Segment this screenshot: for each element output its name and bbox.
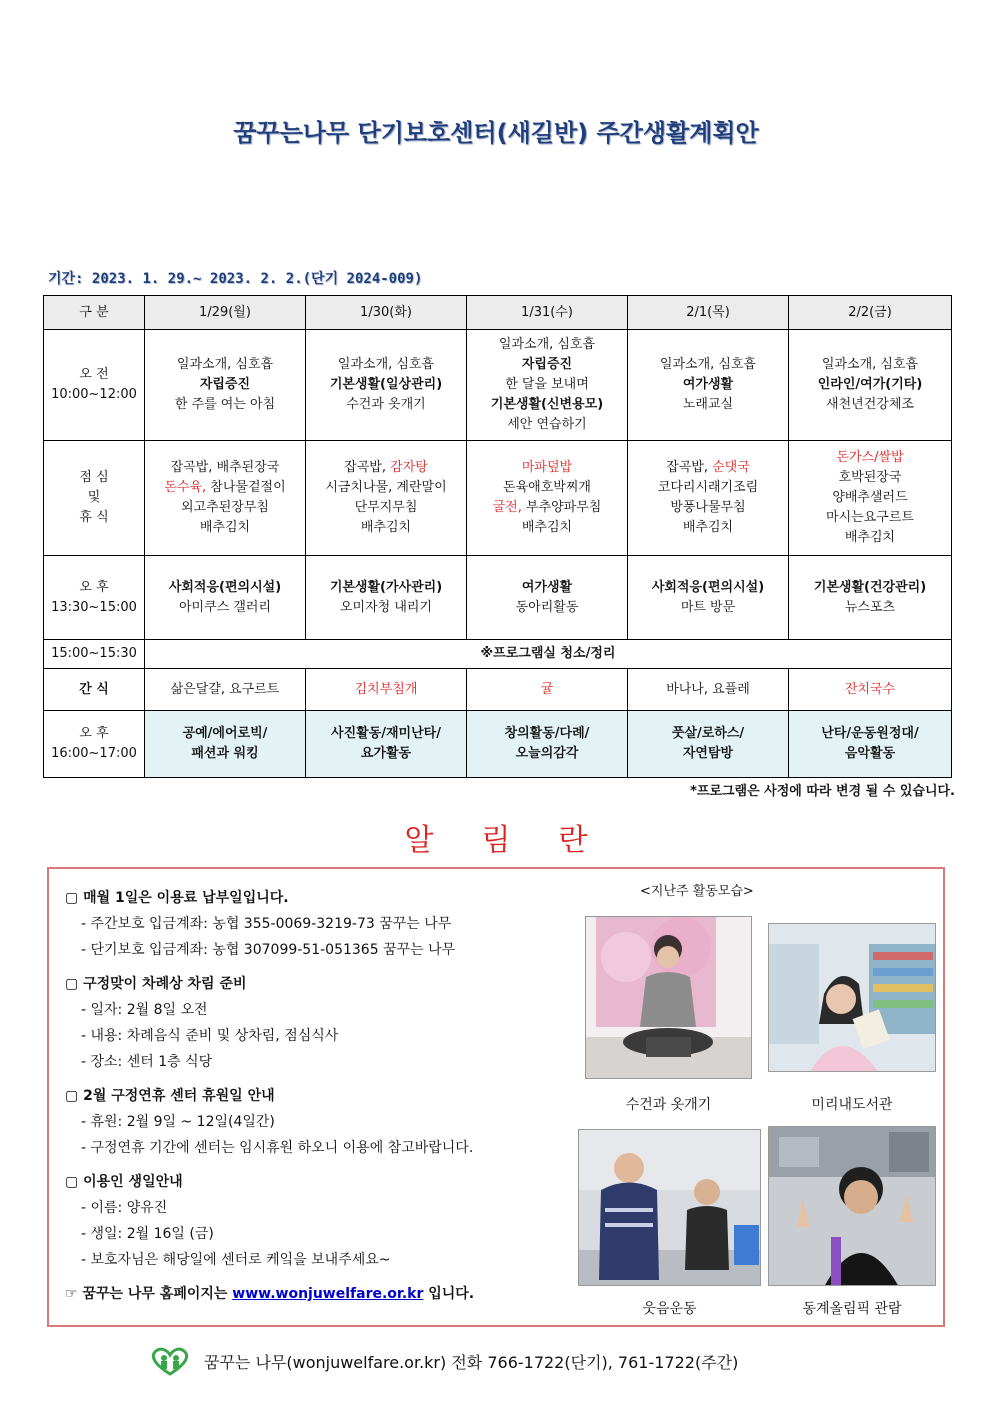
notice-section-title: ▢ 매월 1일은 이용료 납부일입니다. (65, 890, 289, 906)
notice-heading: 알림란 (404, 823, 636, 858)
table-cell: 잔치국수 (789, 669, 952, 711)
notice-item: - 일자: 2월 8일 오전 (81, 1002, 208, 1018)
notice-item: - 주간보호 입금계좌: 농협 355-0069-3219-73 꿈꾸는 나무 (81, 916, 452, 932)
table-cell: 잡곡밥, 배추된장국 돈수육, 참나물겉절이 외고추된장무침 배추김치 (145, 441, 306, 556)
table-row (44, 556, 952, 640)
notice-section (65, 971, 585, 1075)
table-cell: 돈가스/쌀밥 호박된장국 양배추샐러드 마시는요구르트 배추김치 (789, 441, 952, 556)
header-cell: 2/2(금) (789, 296, 952, 330)
table-cell: 귤 (467, 669, 628, 711)
notice-item: - 휴원: 2월 9일 ~ 12일(4일간) (81, 1114, 275, 1130)
table-cell: 사회적응(편의시설) 아미쿠스 갤러리 (145, 556, 306, 640)
notice-section-title: ▢ 이용인 생일안내 (65, 1174, 183, 1190)
photo-caption: 미리내도서관 (811, 1097, 893, 1113)
table-note: *프로그램은 사정에 따라 변경 될 수 있습니다. (690, 784, 955, 799)
row-label: 간 식 (44, 669, 145, 711)
heart-logo-icon (150, 1346, 190, 1376)
notice-item: - 내용: 차례음식 준비 및 상차림, 점심식사 (81, 1028, 339, 1044)
photo-caption: 수건과 옷개기 (625, 1097, 712, 1113)
activity-photo-towel-folding (585, 916, 752, 1079)
row-label: 오 전 10:00~12:00 (44, 330, 145, 441)
photo-caption: 웃음운동 (642, 1301, 697, 1317)
notice-section-title: ▢ 구정맞이 차례상 차림 준비 (65, 976, 247, 992)
gallery-title: <지난주 활동모습> (640, 884, 754, 899)
table-cell: 마파덮밥 돈육애호박찌개 굴전, 부추양파무침 배추김치 (467, 441, 628, 556)
table-cell: 일과소개, 심호흡 자립증진 한 주를 여는 아침 (145, 330, 306, 441)
table-cell: 난타/운동원정대/ 음악활동 (789, 711, 952, 778)
header-cell: 1/29(월) (145, 296, 306, 330)
table-cell: 일과소개, 심호흡 인라인/여가(기타) 새천년건강체조 (789, 330, 952, 441)
table-cell: 사진활동/재미난타/ 요가활동 (306, 711, 467, 778)
photo-caption: 동계올림픽 관람 (802, 1301, 902, 1317)
notice-section-title: ▢ 2월 구정연휴 센터 휴원일 안내 (65, 1088, 275, 1104)
homepage-line: ☞ 꿈꾸는 나무 홈페이지는 www.wonjuwelfare.or.kr 입니다. (65, 1286, 475, 1302)
notice-section (65, 1169, 585, 1273)
table-cell: 잡곡밥, 감자탕 시금치나물, 계란말이 단무지무침 배추김치 (306, 441, 467, 556)
homepage-link[interactable]: www.wonjuwelfare.or.kr (232, 1286, 424, 1302)
table-header-row (44, 296, 952, 330)
header-cell: 2/1(목) (628, 296, 789, 330)
row-label: 오 후 13:30~15:00 (44, 556, 145, 640)
table-row (44, 669, 952, 711)
footer-text: 꿈꾸는 나무(wonjuwelfare.or.kr) 전화 766-1722(단기), 761-1722(주간) (204, 1352, 739, 1372)
table-row (44, 441, 952, 556)
header-cell: 1/31(수) (467, 296, 628, 330)
weekly-schedule-table (43, 295, 952, 778)
table-cell: 김치부침개 (306, 669, 467, 711)
page-title: 꿈꾸는나무 단기보호센터(새길반) 주간생활계획안 (233, 119, 759, 147)
table-cell: 공예/에어로빅/ 패션과 워킹 (145, 711, 306, 778)
table-cell: 잡곡밥, 순댓국 코다리시래기조림 방풍나물무침 배추김치 (628, 441, 789, 556)
table-cell: ※프로그램실 청소/정리 (145, 640, 952, 669)
activity-photo-library (768, 923, 936, 1072)
row-label: 15:00~15:30 (44, 640, 145, 669)
table-row (44, 711, 952, 778)
notice-section (65, 885, 585, 963)
notice-item: - 보호자님은 해당일에 센터로 케잌을 보내주세요~ (81, 1252, 391, 1268)
notice-item: - 단기보호 입금계좌: 농협 307099-51-051365 꿈꾸는 나무 (81, 942, 456, 958)
table-row (44, 330, 952, 441)
table-cell: 삶은달걀, 요구르트 (145, 669, 306, 711)
notice-list (65, 885, 585, 1307)
notice-item: - 이름: 양유진 (81, 1200, 168, 1216)
table-cell: 기본생활(건강관리) 뉴스포츠 (789, 556, 952, 640)
notice-section (65, 1083, 585, 1161)
table-cell: 사회적응(편의시설) 마트 방문 (628, 556, 789, 640)
table-cell: 창의활동/다례/ 오늘의감각 (467, 711, 628, 778)
header-cell: 1/30(화) (306, 296, 467, 330)
notice-item: - 생일: 2월 16일 (금) (81, 1226, 214, 1242)
footer (150, 1345, 738, 1377)
table-row (44, 640, 952, 669)
row-label: 점 심 및 휴 식 (44, 441, 145, 556)
row-label: 오 후 16:00~17:00 (44, 711, 145, 778)
table-cell: 기본생활(가사관리) 오미자청 내리기 (306, 556, 467, 640)
table-cell: 풋살/로하스/ 자연탐방 (628, 711, 789, 778)
notice-item: - 구정연휴 기간에 센터는 임시휴원 하오니 이용에 참고바랍니다. (81, 1140, 474, 1156)
table-cell: 여가생활 동아리활동 (467, 556, 628, 640)
table-cell: 일과소개, 심호흡 기본생활(일상관리) 수건과 옷개기 (306, 330, 467, 441)
table-cell: 일과소개, 심호흡 여가생활 노래교실 (628, 330, 789, 441)
notice-item: - 장소: 센터 1층 식당 (81, 1054, 213, 1070)
table-cell: 바나나, 요플레 (628, 669, 789, 711)
activity-photo-laughter (578, 1129, 761, 1286)
table-cell: 일과소개, 심호흡 자립증진 한 달을 보내며 기본생활(신변용모) 세안 연습하기 (467, 330, 628, 441)
activity-photo-winter-olympics (768, 1126, 936, 1286)
period-text: 기간: 2023. 1. 29.~ 2023. 2. 2.(단기 2024-009) (48, 271, 423, 287)
header-cell: 구 분 (44, 296, 145, 330)
